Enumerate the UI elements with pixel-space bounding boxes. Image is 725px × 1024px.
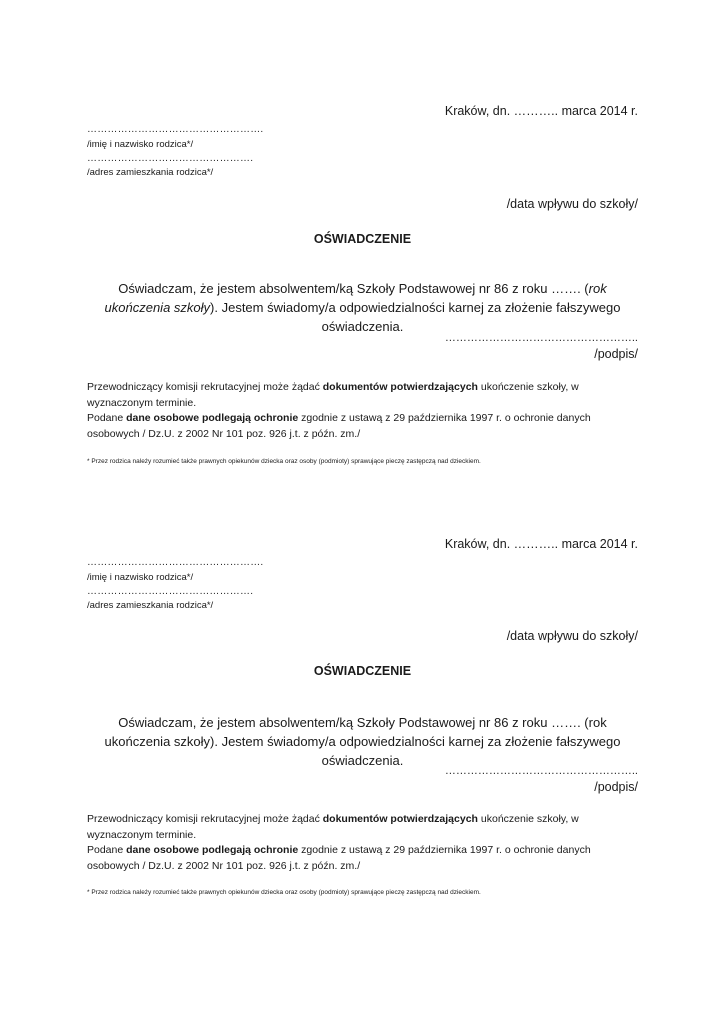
document-title: OŚWIADCZENIE xyxy=(313,664,412,678)
signature-label: /podpis/ xyxy=(594,347,638,361)
parent-address-line: …………………………………………. xyxy=(87,586,254,597)
parent-name-line: ……………………………………………. xyxy=(87,557,264,568)
notice-paragraph-2: Podane dane osobowe podlegają ochronie zgodnie z ustawą z 29 października 1997 r. o ochronie danych osobowych / Dz.U. z 2002 Nr 101 poz. 926 j.t. z późn. zm./ xyxy=(87,844,591,872)
footnote: * Przez rodzica należy rozumieć także prawnych opiekunów dziecka oraz osoby (podmioty) sprawujące pieczę zastępczą nad dzieckiem. xyxy=(87,889,481,896)
parent-name-label: /imię i nazwisko rodzica*/ xyxy=(87,572,194,583)
notice-paragraph-1: Przewodniczący komisji rekrutacyjnej może żądać dokumentów potwierdzających ukończenie szkoły, w wyznaczonym terminie. xyxy=(87,813,579,841)
notice-paragraph-2: Podane dane osobowe podlegają ochronie zgodnie z ustawą z 29 października 1997 r. o ochronie danych osobowych / Dz.U. z 2002 Nr 101 poz. 926 j.t. z późn. zm./ xyxy=(87,412,591,440)
statement-text: Oświadczam, że jestem absolwentem/ką Szkoły Podstawowej nr 86 z roku ……. (rok ukończenia szkoły). Jestem świadomy/a odpowiedzialności karnej za złożenie fałszywego oświadczenia. xyxy=(104,715,621,768)
parent-address-label: /adres zamieszkania rodzica*/ xyxy=(87,600,214,611)
signature-label: /podpis/ xyxy=(594,780,638,794)
statement-text: Oświadczam, że jestem absolwentem/ką Szkoły Podstawowej nr 86 z roku ……. (rok ukończenia szkoły). Jestem świadomy/a odpowiedzialności karnej za złożenie fałszywego oświadczenia. xyxy=(104,281,621,334)
parent-name-line: ……………………………………………. xyxy=(87,124,264,135)
notice-text xyxy=(87,380,638,442)
receipt-date-label: /data wpływu do szkoły/ xyxy=(506,629,638,643)
document-title: OŚWIADCZENIE xyxy=(313,232,412,246)
signature-line: …………………………………………….. xyxy=(444,765,638,777)
receipt-date-label: /data wpływu do szkoły/ xyxy=(506,197,638,211)
parent-address-line: …………………………………………. xyxy=(87,153,254,164)
notice-paragraph-1: Przewodniczący komisji rekrutacyjnej może żądać dokumentów potwierdzających ukończenie szkoły, w wyznaczonym terminie. xyxy=(87,381,579,409)
parent-name-label: /imię i nazwisko rodzica*/ xyxy=(87,139,194,150)
parent-address-label: /adres zamieszkania rodzica*/ xyxy=(87,167,214,178)
statement-italic: rok ukończenia szkoły xyxy=(104,281,607,315)
notice-text xyxy=(87,812,638,874)
footnote: * Przez rodzica należy rozumieć także prawnych opiekunów dziecka oraz osoby (podmioty) sprawujące pieczę zastępczą nad dzieckiem. xyxy=(87,458,481,465)
place-date: Kraków, dn. ……….. marca 2014 r. xyxy=(444,537,638,551)
place-date: Kraków, dn. ……….. marca 2014 r. xyxy=(444,104,638,118)
signature-line: …………………………………………….. xyxy=(444,332,638,344)
